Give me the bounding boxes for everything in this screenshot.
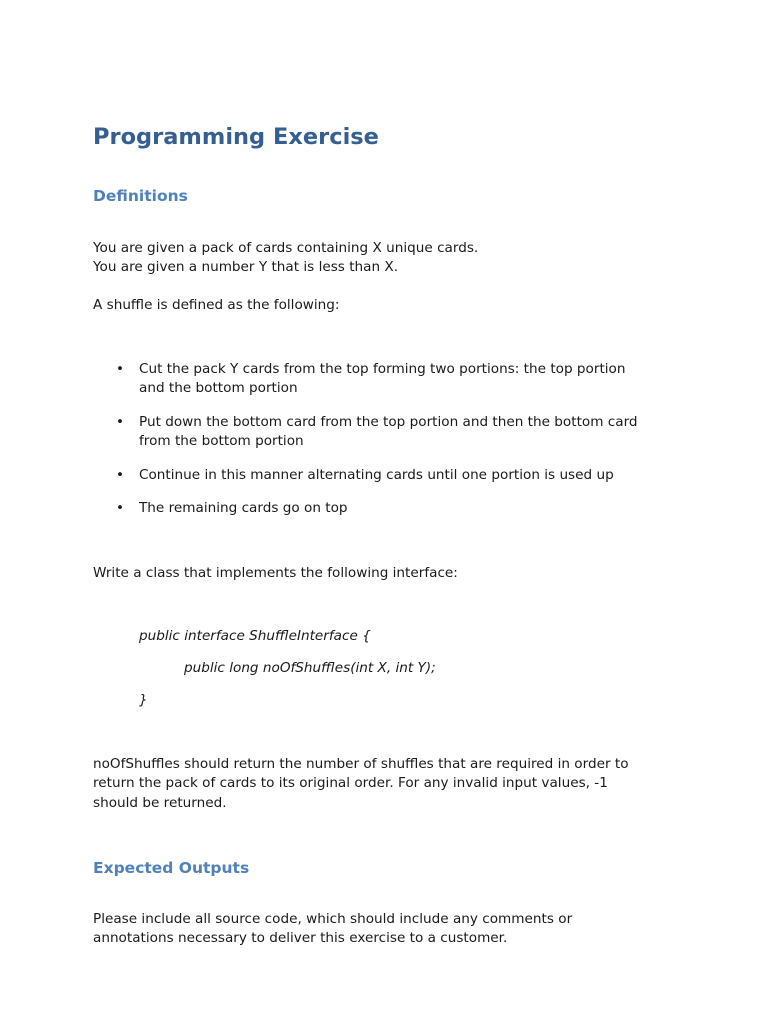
- return-line: return the pack of cards to its original order. For any invalid input values, -1: [93, 775, 608, 792]
- list-item-text: [139, 466, 673, 485]
- bullet-icon: •: [116, 361, 125, 377]
- include-line: Please include all source code, which should include any comments or: [93, 911, 573, 927]
- list-item: [93, 413, 673, 452]
- list-item-line: Put down the bottom card from the top portion and then the bottom card: [139, 413, 638, 430]
- list-item-text: [139, 413, 673, 452]
- list-item: [93, 360, 673, 399]
- intro-line: You are given a pack of cards containing X unique cards.: [93, 240, 479, 256]
- list-item-line: from the bottom portion: [139, 433, 304, 450]
- include-line: annotations necessary to deliver this exercise to a customer.: [93, 930, 508, 947]
- shuffle-steps-list: [93, 360, 673, 532]
- intro-line: You are given a number Y that is less than X.: [93, 259, 399, 276]
- write-class-paragraph: Write a class that implements the following interface:: [93, 565, 458, 581]
- list-item: [93, 499, 673, 518]
- bullet-icon: •: [116, 500, 125, 517]
- code-interface-declaration: public interface ShuffleInterface {: [139, 628, 371, 644]
- bullet-icon: •: [116, 413, 125, 430]
- list-item: [93, 466, 673, 485]
- list-item-text: [139, 360, 673, 399]
- expected-outputs-heading: Expected Outputs: [93, 859, 250, 877]
- list-item-line: Continue in this manner alternating cards until one portion is used up: [139, 466, 614, 483]
- return-line: noOfShuffles should return the number of shuffles that are required in order to: [93, 756, 629, 772]
- list-item-line: The remaining cards go on top: [139, 500, 348, 517]
- list-item-text: [139, 499, 673, 518]
- list-item-line: Cut the pack Y cards from the top forming two portions: the top portion: [139, 361, 626, 377]
- definitions-heading: Definitions: [93, 187, 188, 205]
- include-source-paragraph: [93, 910, 673, 949]
- bullet-icon: •: [116, 466, 125, 483]
- shuffle-definition-intro: A shuffle is defined as the following:: [93, 297, 340, 313]
- code-closing-brace: }: [139, 692, 148, 708]
- list-item-line: and the bottom portion: [139, 380, 298, 397]
- page-title: Programming Exercise: [93, 124, 379, 150]
- return-line: should be returned.: [93, 794, 227, 811]
- intro-paragraph: [93, 239, 673, 278]
- code-method-signature: public long noOfShuffles(int X, int Y);: [184, 660, 436, 676]
- return-description-paragraph: [93, 755, 673, 813]
